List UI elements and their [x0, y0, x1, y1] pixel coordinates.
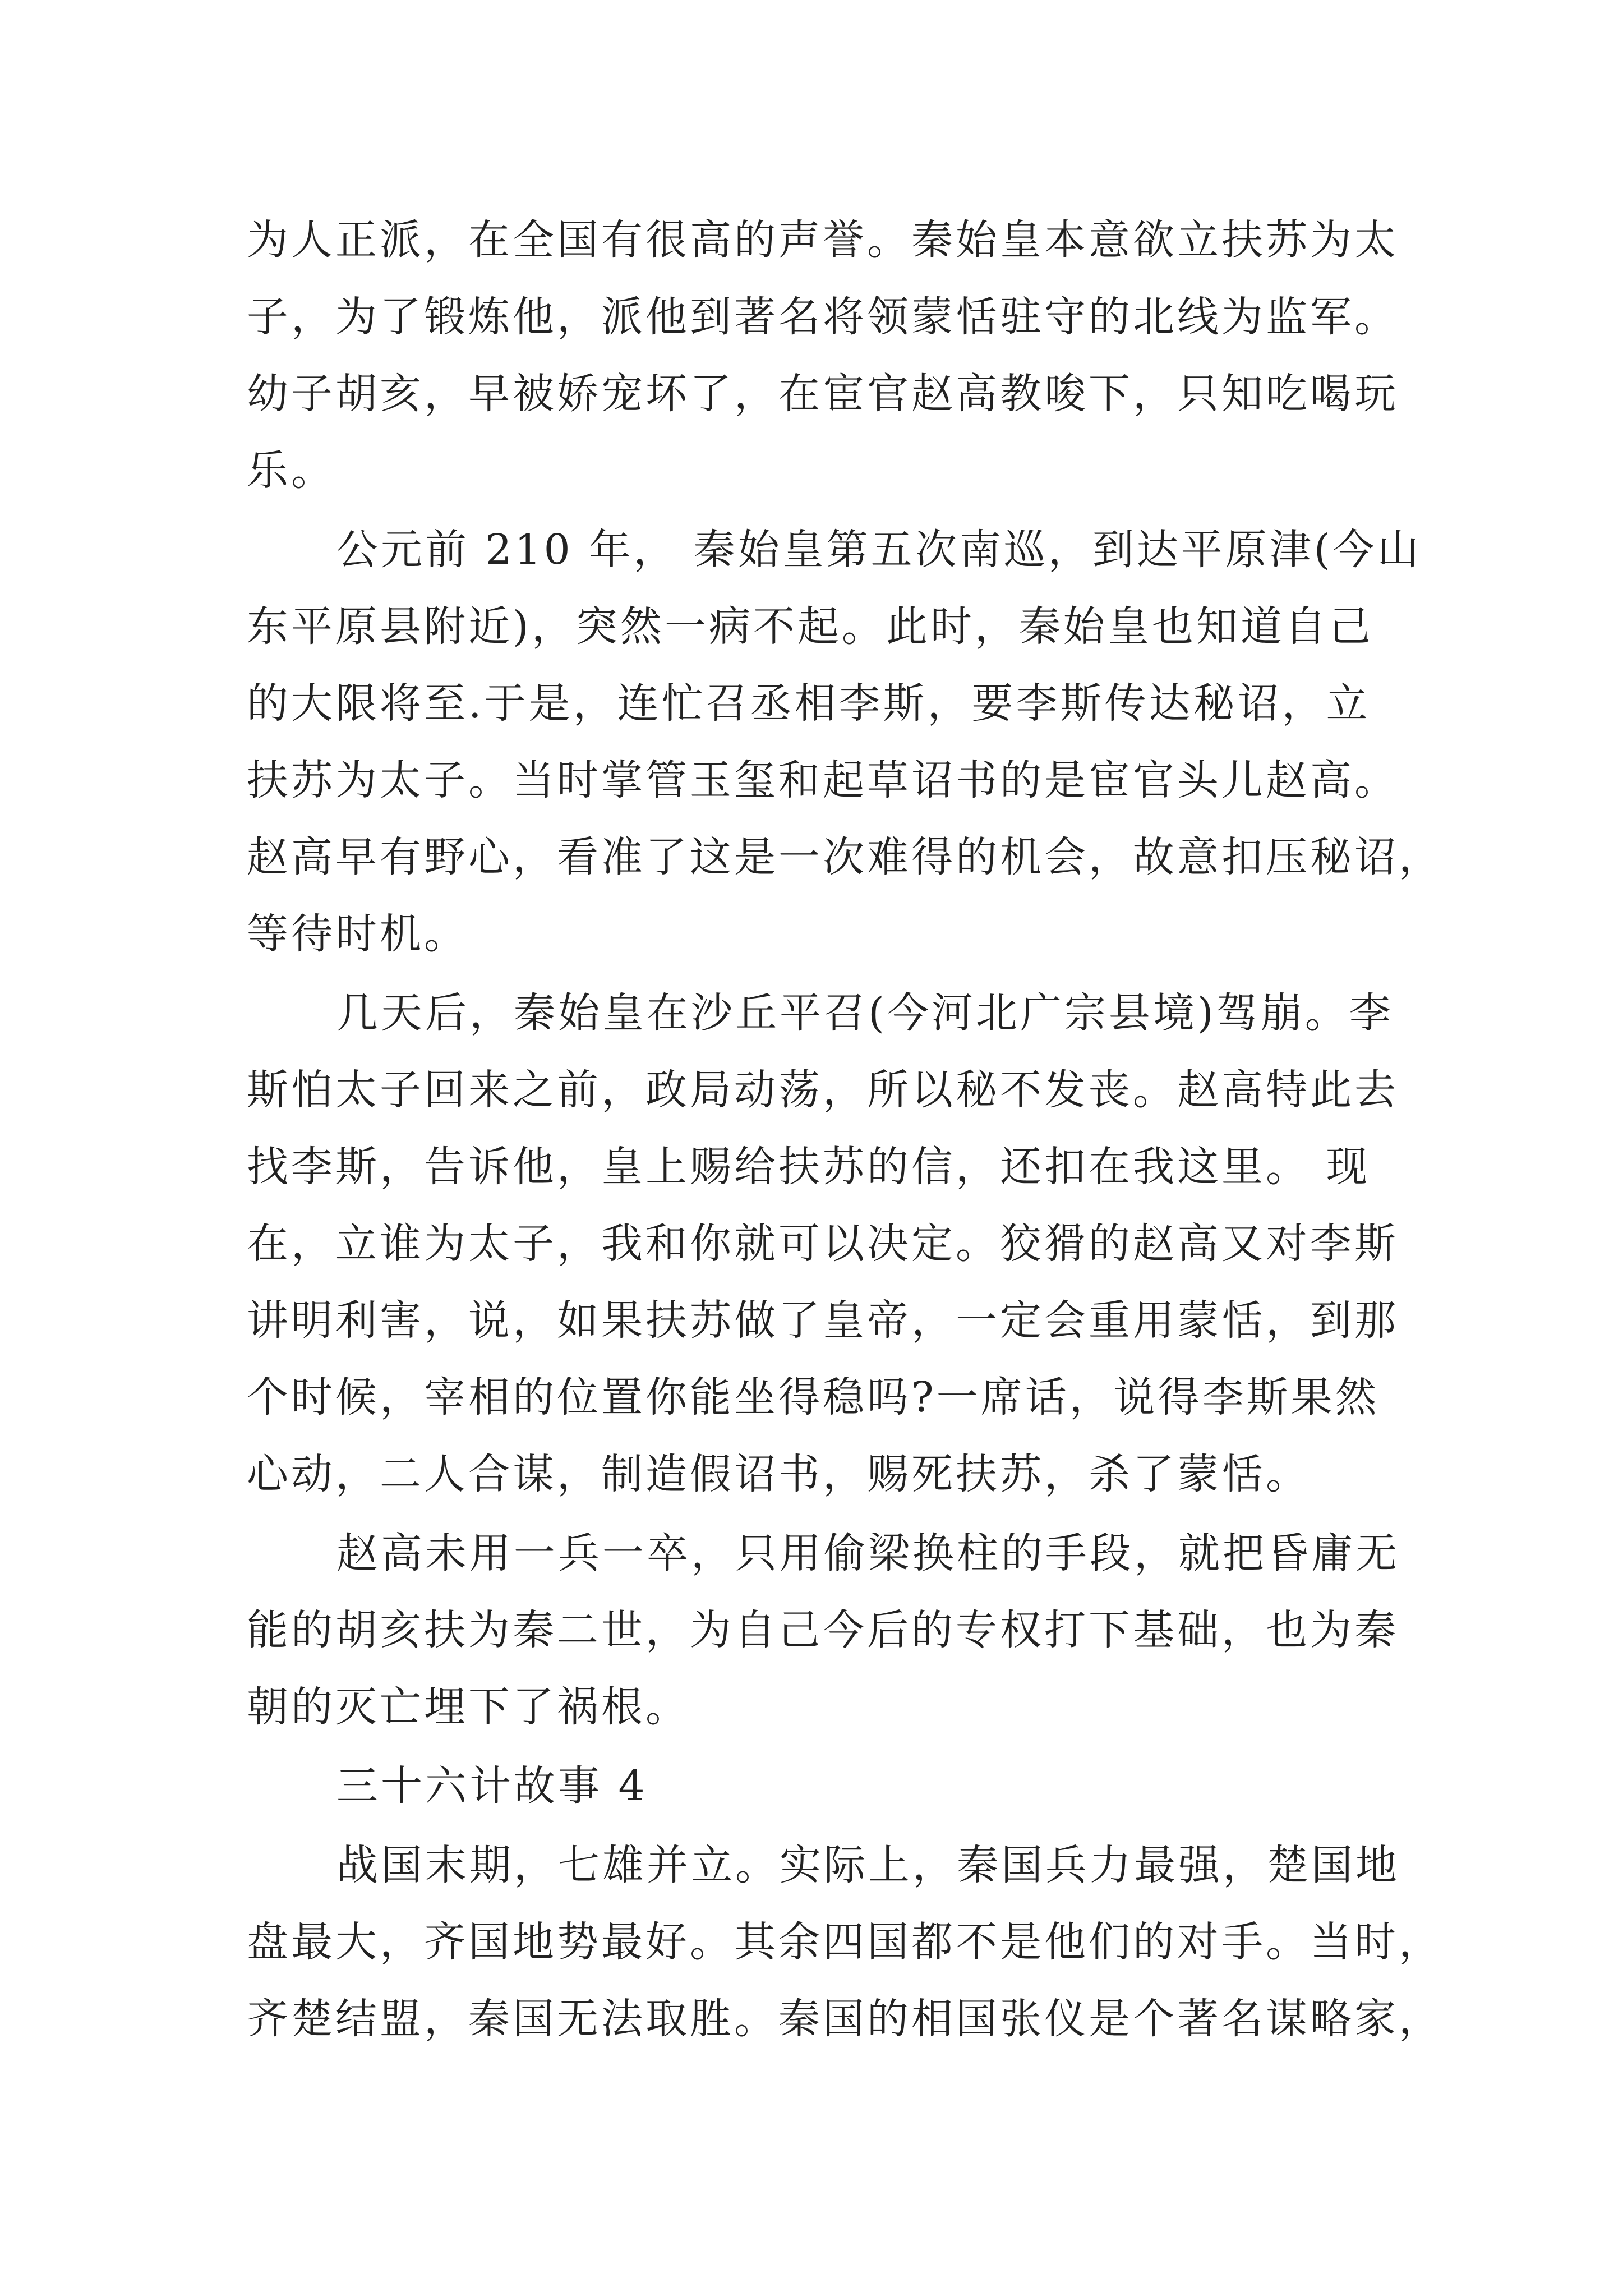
- text-line: 找李斯，告诉他，皇上赐给扶苏的信，还扣在我这里。 现: [247, 1143, 1371, 1191]
- text-line: 乐。: [247, 447, 335, 495]
- text-line: 子，为了锻炼他，派他到著名将领蒙恬驻守的北线为监军。: [247, 293, 1399, 341]
- paragraph: [247, 202, 1399, 509]
- text-line: 三十六计故事 4: [336, 1762, 648, 1810]
- text-line: 朝的灭亡埋下了祸根。: [247, 1683, 690, 1731]
- text-line: 等待时机。: [247, 910, 468, 958]
- text-line: 斯怕太子回来之前，政局动荡，所以秘不发丧。赵高特此去: [247, 1066, 1399, 1114]
- text-line: 个时候，宰相的位置你能坐得稳吗?一席话，说得李斯果然: [247, 1373, 1380, 1421]
- paragraph: [247, 975, 1399, 1513]
- text-line: 齐楚结盟，秦国无法取胜。秦国的相国张仪是个著名谋略家，: [247, 1995, 1443, 2043]
- text-line: 为人正派，在全国有很高的声誉。秦始皇本意欲立扶苏为太: [247, 216, 1399, 264]
- text-line: 幼子胡亥，早被娇宠坏了，在宦官赵高教唆下，只知吃喝玩: [247, 370, 1399, 418]
- document-page: [247, 202, 1443, 2058]
- text-line: 扶苏为太子。当时掌管玉玺和起草诏书的是宦官头儿赵高。: [247, 756, 1399, 804]
- text-line: 能的胡亥扶为秦二世，为自己今后的专权打下基础，也为秦: [247, 1606, 1399, 1654]
- paragraph: [247, 512, 1443, 973]
- text-line: 讲明利害，说，如果扶苏做了皇帝，一定会重用蒙恬，到那: [247, 1296, 1399, 1345]
- paragraph: [247, 1827, 1443, 2058]
- text-line: 几天后，秦始皇在沙丘平召(今河北广宗县境)驾崩。李: [336, 989, 1394, 1037]
- text-line: 公元前 210 年， 秦始皇第五次南巡，到达平原津(今山: [336, 526, 1422, 574]
- text-line: 东平原县附近)，突然一病不起。此时，秦始皇也知道自己: [247, 602, 1373, 651]
- text-line: 战国末期，七雄并立。实际上，秦国兵力最强，楚国地: [336, 1841, 1400, 1889]
- paragraph: [247, 1515, 1400, 1746]
- text-line: 赵高未用一兵一卒，只用偷梁换柱的手段，就把昏庸无: [336, 1529, 1400, 1577]
- text-line: 的大限将至.于是，连忙召丞相李斯，要李斯传达秘诏，立: [247, 679, 1371, 728]
- text-line: 盘最大，齐国地势最好。其余四国都不是他们的对手。当时，: [247, 1918, 1443, 1966]
- text-line: 在，立谁为太子，我和你就可以决定。狡猾的赵高又对李斯: [247, 1220, 1399, 1268]
- section-heading: [247, 1748, 1385, 1825]
- text-line: 赵高早有野心，看准了这是一次难得的机会，故意扣压秘诏，: [247, 833, 1443, 881]
- text-line: 心动，二人合谋，制造假诏书，赐死扶苏，杀了蒙恬。: [247, 1450, 1310, 1498]
